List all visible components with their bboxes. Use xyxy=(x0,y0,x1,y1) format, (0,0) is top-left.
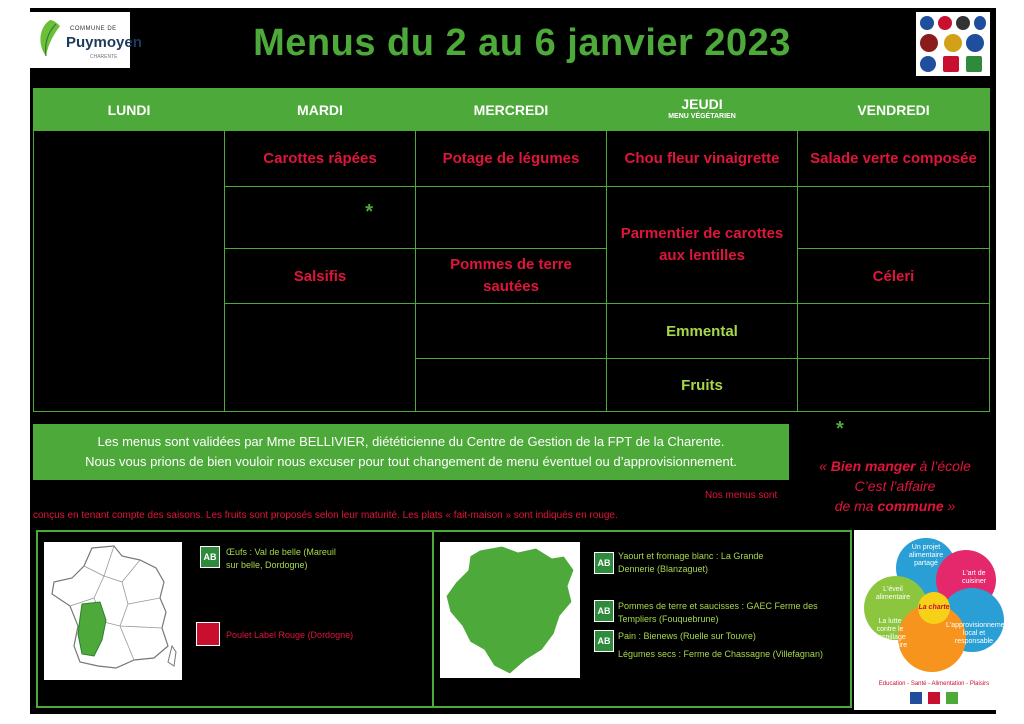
dish-text: Chou fleur vinaigrette xyxy=(624,150,780,167)
ab-icon: AB xyxy=(200,546,220,568)
sources-box-right xyxy=(432,530,852,708)
page-title: Menus du 2 au 6 janvier 2023 xyxy=(253,22,791,64)
quote-open: « xyxy=(819,458,831,474)
partner-logo-icon xyxy=(928,692,940,704)
day-label: LUNDI xyxy=(107,102,151,118)
mardi-accompagnement xyxy=(224,248,416,304)
charte-lutte: La lutte contre le gaspillage alimentaire xyxy=(872,618,908,649)
slogan-bien-manger: Bien manger xyxy=(830,458,916,474)
france-map-icon xyxy=(44,542,182,680)
slogan xyxy=(800,456,990,516)
label-rouge-icon xyxy=(196,622,220,646)
logo-line3: CHARENTE xyxy=(90,54,118,60)
charte-graphic xyxy=(854,530,1014,710)
day-label: JEUDI xyxy=(681,96,723,112)
dish-text: Salade verte composée xyxy=(810,150,977,167)
dish-text: Emmental xyxy=(666,322,738,340)
charte-art: L'art de cuisiner xyxy=(961,570,987,585)
jeudi-fromage xyxy=(606,303,798,359)
charte-top: Un projet alimentaire partagé xyxy=(908,544,944,567)
source-text: Dennerie (Blanzaguet) xyxy=(618,564,709,574)
day-header-jeudi xyxy=(606,88,798,130)
source-yaourt xyxy=(618,550,763,576)
day-header-mercredi xyxy=(415,88,607,130)
dish-text: Pommes de terre sautées xyxy=(450,256,572,295)
note-line2: conçus en tenant compte des saisons. Les fruits sont proposés selon leur maturité. Les plats « fait-maison » sont indiqués en rouge. xyxy=(33,510,618,521)
source-legumes: Légumes secs : Ferme de Chassagne (Villefagnan) xyxy=(618,649,823,659)
slogan-commune: commune xyxy=(877,498,944,514)
logo-line1: COMMUNE DE xyxy=(70,26,117,32)
vendredi-dessert xyxy=(797,358,990,412)
vendredi-entree xyxy=(797,130,990,187)
jeudi-dessert xyxy=(606,358,798,412)
source-text: Œufs : Val de belle (Mareuil xyxy=(226,547,336,557)
source-oeufs xyxy=(226,546,336,572)
slogan-de-ma: de ma xyxy=(834,498,878,514)
day-header-vendredi xyxy=(797,88,990,130)
mardi-fromage xyxy=(224,303,416,412)
mardi-entree xyxy=(224,130,416,187)
ab-icon: AB xyxy=(594,552,614,574)
day-label: VENDREDI xyxy=(857,102,930,118)
day-header-lundi xyxy=(33,88,225,130)
dish-text: Fruits xyxy=(681,376,723,394)
sources-box-left xyxy=(36,530,434,708)
slogan-a-lecole: à l’école xyxy=(915,458,971,474)
mercredi-entree xyxy=(415,130,607,187)
charente-map-icon xyxy=(440,542,580,678)
logo-name: Puymoyen xyxy=(66,34,142,51)
ab-icon: AB xyxy=(594,600,614,622)
day-label: MERCREDI xyxy=(473,102,549,118)
mercredi-fromage xyxy=(415,303,607,359)
mercredi-plat xyxy=(415,186,607,249)
dish-text: Carottes râpées xyxy=(263,150,377,167)
quote-close: » xyxy=(943,498,956,514)
day-header-mardi xyxy=(224,88,416,130)
note-line1: Nos menus sont xyxy=(705,490,778,501)
dish-text: Potage de légumes xyxy=(442,150,580,167)
star-mark: * xyxy=(365,201,373,223)
france-map xyxy=(44,542,182,680)
mercredi-accompagnement xyxy=(415,248,607,304)
charte-appro: L'approvisionnement local et responsable xyxy=(946,622,1011,645)
lundi-cell xyxy=(33,130,225,412)
info-line2: Nous vous prions de bien vouloir nous excuser pour tout changement de menu éventuel ou d’approvisionnement. xyxy=(85,454,737,469)
source-pain: Pain : Bienews (Ruelle sur Touvre) xyxy=(618,631,756,641)
charte-center: La charte xyxy=(918,604,950,611)
info-line1: Les menus sont validées par Mme BELLIVIER, diététicienne du Centre de Gestion de la FPT de la Charente. xyxy=(97,434,725,449)
source-text: sur belle, Dordogne) xyxy=(226,560,308,570)
source-text: Pommes de terre et saucisses : GAEC Ferme des xyxy=(618,601,818,611)
mercredi-dessert xyxy=(415,358,607,412)
star-mark: * xyxy=(836,418,844,440)
day-sublabel: MENU VÉGÉTARIEN xyxy=(668,113,736,120)
vendredi-plat xyxy=(797,186,990,249)
info-banner xyxy=(33,424,789,480)
partner-logo-icon xyxy=(910,692,922,704)
source-poulet: Poulet Label Rouge (Dordogne) xyxy=(226,630,354,640)
charte-eveil: L'éveil alimentaire xyxy=(875,586,911,601)
source-text: Yaourt et fromage blanc : La Grande xyxy=(618,551,764,561)
charente-map xyxy=(440,542,580,678)
dish-text: Parmentier de carottes aux lentilles xyxy=(620,225,784,264)
dish-text: Céleri xyxy=(872,267,915,285)
day-label: MARDI xyxy=(297,102,343,118)
jeudi-plat xyxy=(606,186,798,304)
source-pommes-de-terre xyxy=(618,600,818,626)
mardi-plat xyxy=(224,186,416,249)
source-text: Templiers (Fouquebrune) xyxy=(618,614,719,624)
jeudi-entree xyxy=(606,130,798,187)
partner-logos xyxy=(910,692,958,704)
partner-logo-icon xyxy=(946,692,958,704)
vendredi-fromage xyxy=(797,303,990,359)
charte-footer: Education - Santé - Alimentation - Plaisirs xyxy=(878,681,990,687)
vendredi-accompagnement xyxy=(797,248,990,304)
ab-icon: AB xyxy=(594,630,614,652)
slogan-line2: C’est l’affaire xyxy=(854,478,936,494)
menu-grid xyxy=(33,88,990,412)
dish-text: Salsifis xyxy=(293,267,347,285)
